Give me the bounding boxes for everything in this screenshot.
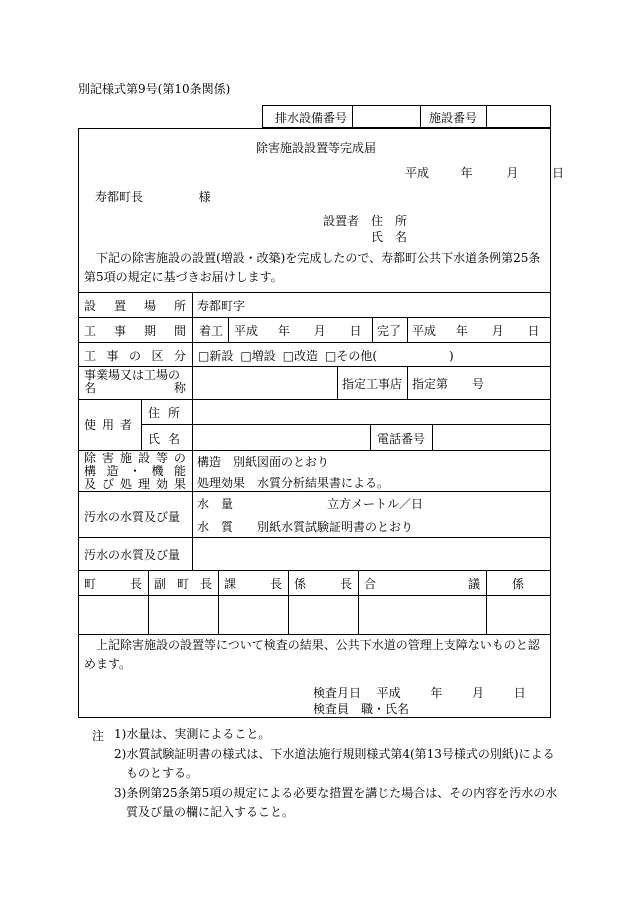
inspection-date-label: 検査月日 <box>313 686 362 700</box>
period-label: 工 事 期 間 <box>84 324 186 338</box>
wastewater-field-2[interactable] <box>196 541 546 566</box>
inspection-era: 平成 <box>376 686 401 700</box>
stamp-box-section-chief[interactable] <box>220 597 286 632</box>
inspection-year: 年 <box>430 686 443 700</box>
phone-field[interactable] <box>436 428 546 446</box>
drain-no-field[interactable] <box>356 109 416 123</box>
applicant-label: 設置者 <box>323 214 360 228</box>
stamp-box-mayor[interactable] <box>80 597 146 632</box>
site-label: 事業場又は工場の 名 称 <box>84 368 186 395</box>
approval-deputy-mayor: 副 町 長 <box>154 577 212 591</box>
water-quality-line: 水 質 別紙水質試験証明書のとおり <box>197 520 414 534</box>
start-day: 日 <box>349 324 362 338</box>
approval-subsection-chief: 係 長 <box>294 577 352 591</box>
inspection-day: 日 <box>513 686 526 700</box>
treatment-effect-line: 処理効果 水質分析結果書による。 <box>197 476 390 490</box>
inspection-statement: 上記除害施設の設置等について検査の結果、公共下水道の管理上支障ないものと認めます。 <box>84 638 540 671</box>
note-item-3: 3)条例第25条第5項の規定による必要な措置を講じた場合は、その内容を汚水の水質及び量の欄に記入すること。 <box>114 786 558 819</box>
notes-heading: 注 <box>92 729 105 743</box>
option-other-checkbox[interactable]: □その他( ) <box>325 349 454 363</box>
option-expand-checkbox[interactable]: □増設 <box>240 349 276 363</box>
note-item-2: 2)水質試験証明書の様式は、下水道法施行規則様式第4(第13号様式の別紙)によるものとする。 <box>114 747 555 780</box>
approval-section-chief: 課 長 <box>224 577 282 591</box>
form-number: 別記様式第9号(第10条関係) <box>78 82 231 96</box>
contractor-field[interactable]: 指定第 号 <box>412 377 485 391</box>
structure-line: 構造 別紙図面のとおり <box>197 455 330 469</box>
structure-label: 除 害 施 設 等 の 構 造 ・ 機 能 及 び 処 理 効 果 <box>84 451 186 491</box>
complete-month: 月 <box>491 324 504 338</box>
water-volume-label: 水 量 <box>197 497 234 511</box>
form-title: 除害施設設置等完成届 <box>256 141 377 155</box>
category-options <box>198 347 454 364</box>
user-address-field[interactable] <box>196 403 546 421</box>
complete-era: 平成 <box>412 324 437 338</box>
site-label-line1: 事業場又は工場の <box>84 368 181 382</box>
date-year: 年 <box>460 166 473 180</box>
start-label: 着工 <box>199 324 224 338</box>
inspector-label: 検査員 職・氏名 <box>313 702 410 716</box>
start-month: 月 <box>313 324 326 338</box>
inspection-date <box>313 684 526 701</box>
addressee-name: 寿都町長 <box>95 190 144 204</box>
facility-no-field[interactable] <box>490 109 546 123</box>
date-day: 日 <box>552 166 565 180</box>
phone-label: 電話番号 <box>377 432 426 446</box>
stamp-box-consultation[interactable] <box>360 597 484 632</box>
complete-day: 日 <box>527 324 540 338</box>
option-new-checkbox[interactable]: □新設 <box>198 349 234 363</box>
stamp-box-subsection-chief[interactable] <box>290 597 356 632</box>
site-name-field[interactable] <box>196 370 334 396</box>
inspection-month: 月 <box>472 686 485 700</box>
user-name-label: 氏名 <box>148 432 189 446</box>
date-month: 月 <box>506 166 519 180</box>
approval-consultation: 合 議 <box>364 577 480 591</box>
applicant-name-label: 氏 名 <box>371 230 408 244</box>
start-date-field[interactable] <box>234 322 362 339</box>
date-era: 平成 <box>405 166 430 180</box>
completion-statement: 下記の除害施設の設置(増設・改築)を完成したので、寿都町公共下水道条例第25条第5項の規定に基づきお届けします。 <box>84 251 541 284</box>
user-label: 使用者 <box>84 418 139 432</box>
drain-no-label: 排水設備番号 <box>275 111 348 125</box>
wastewater-label-2: 汚水の水質及び量 <box>84 548 181 562</box>
approval-staff: 係 <box>512 577 525 591</box>
contractor-label: 指定工事店 <box>342 377 403 391</box>
user-address-label: 住所 <box>148 406 189 420</box>
wastewater-label: 汚水の水質及び量 <box>84 510 181 524</box>
option-remodel-checkbox[interactable]: □改造 <box>282 349 319 363</box>
stamp-box-staff[interactable] <box>488 597 549 632</box>
addressee-honorific: 様 <box>198 190 211 204</box>
facility-no-label: 施設番号 <box>429 111 478 125</box>
submission-date <box>405 164 564 181</box>
user-name-field[interactable] <box>196 428 366 446</box>
complete-date-field[interactable] <box>412 322 540 339</box>
start-year: 年 <box>277 324 290 338</box>
location-field[interactable]: 寿都町字 <box>197 299 246 313</box>
note-item-1: 1)水量は、実測によること。 <box>114 727 271 741</box>
location-label: 設 置 場 所 <box>84 299 186 313</box>
complete-year: 年 <box>455 324 468 338</box>
category-label: 工 事 の 区 分 <box>84 349 186 363</box>
applicant-address-label: 住 所 <box>371 214 408 228</box>
stamp-box-deputy-mayor[interactable] <box>150 597 216 632</box>
start-era: 平成 <box>234 324 259 338</box>
complete-label: 完了 <box>377 324 402 338</box>
approval-mayor: 町 長 <box>84 577 142 591</box>
water-volume-unit: 立方メートル／日 <box>327 497 424 511</box>
addressee <box>95 188 211 205</box>
